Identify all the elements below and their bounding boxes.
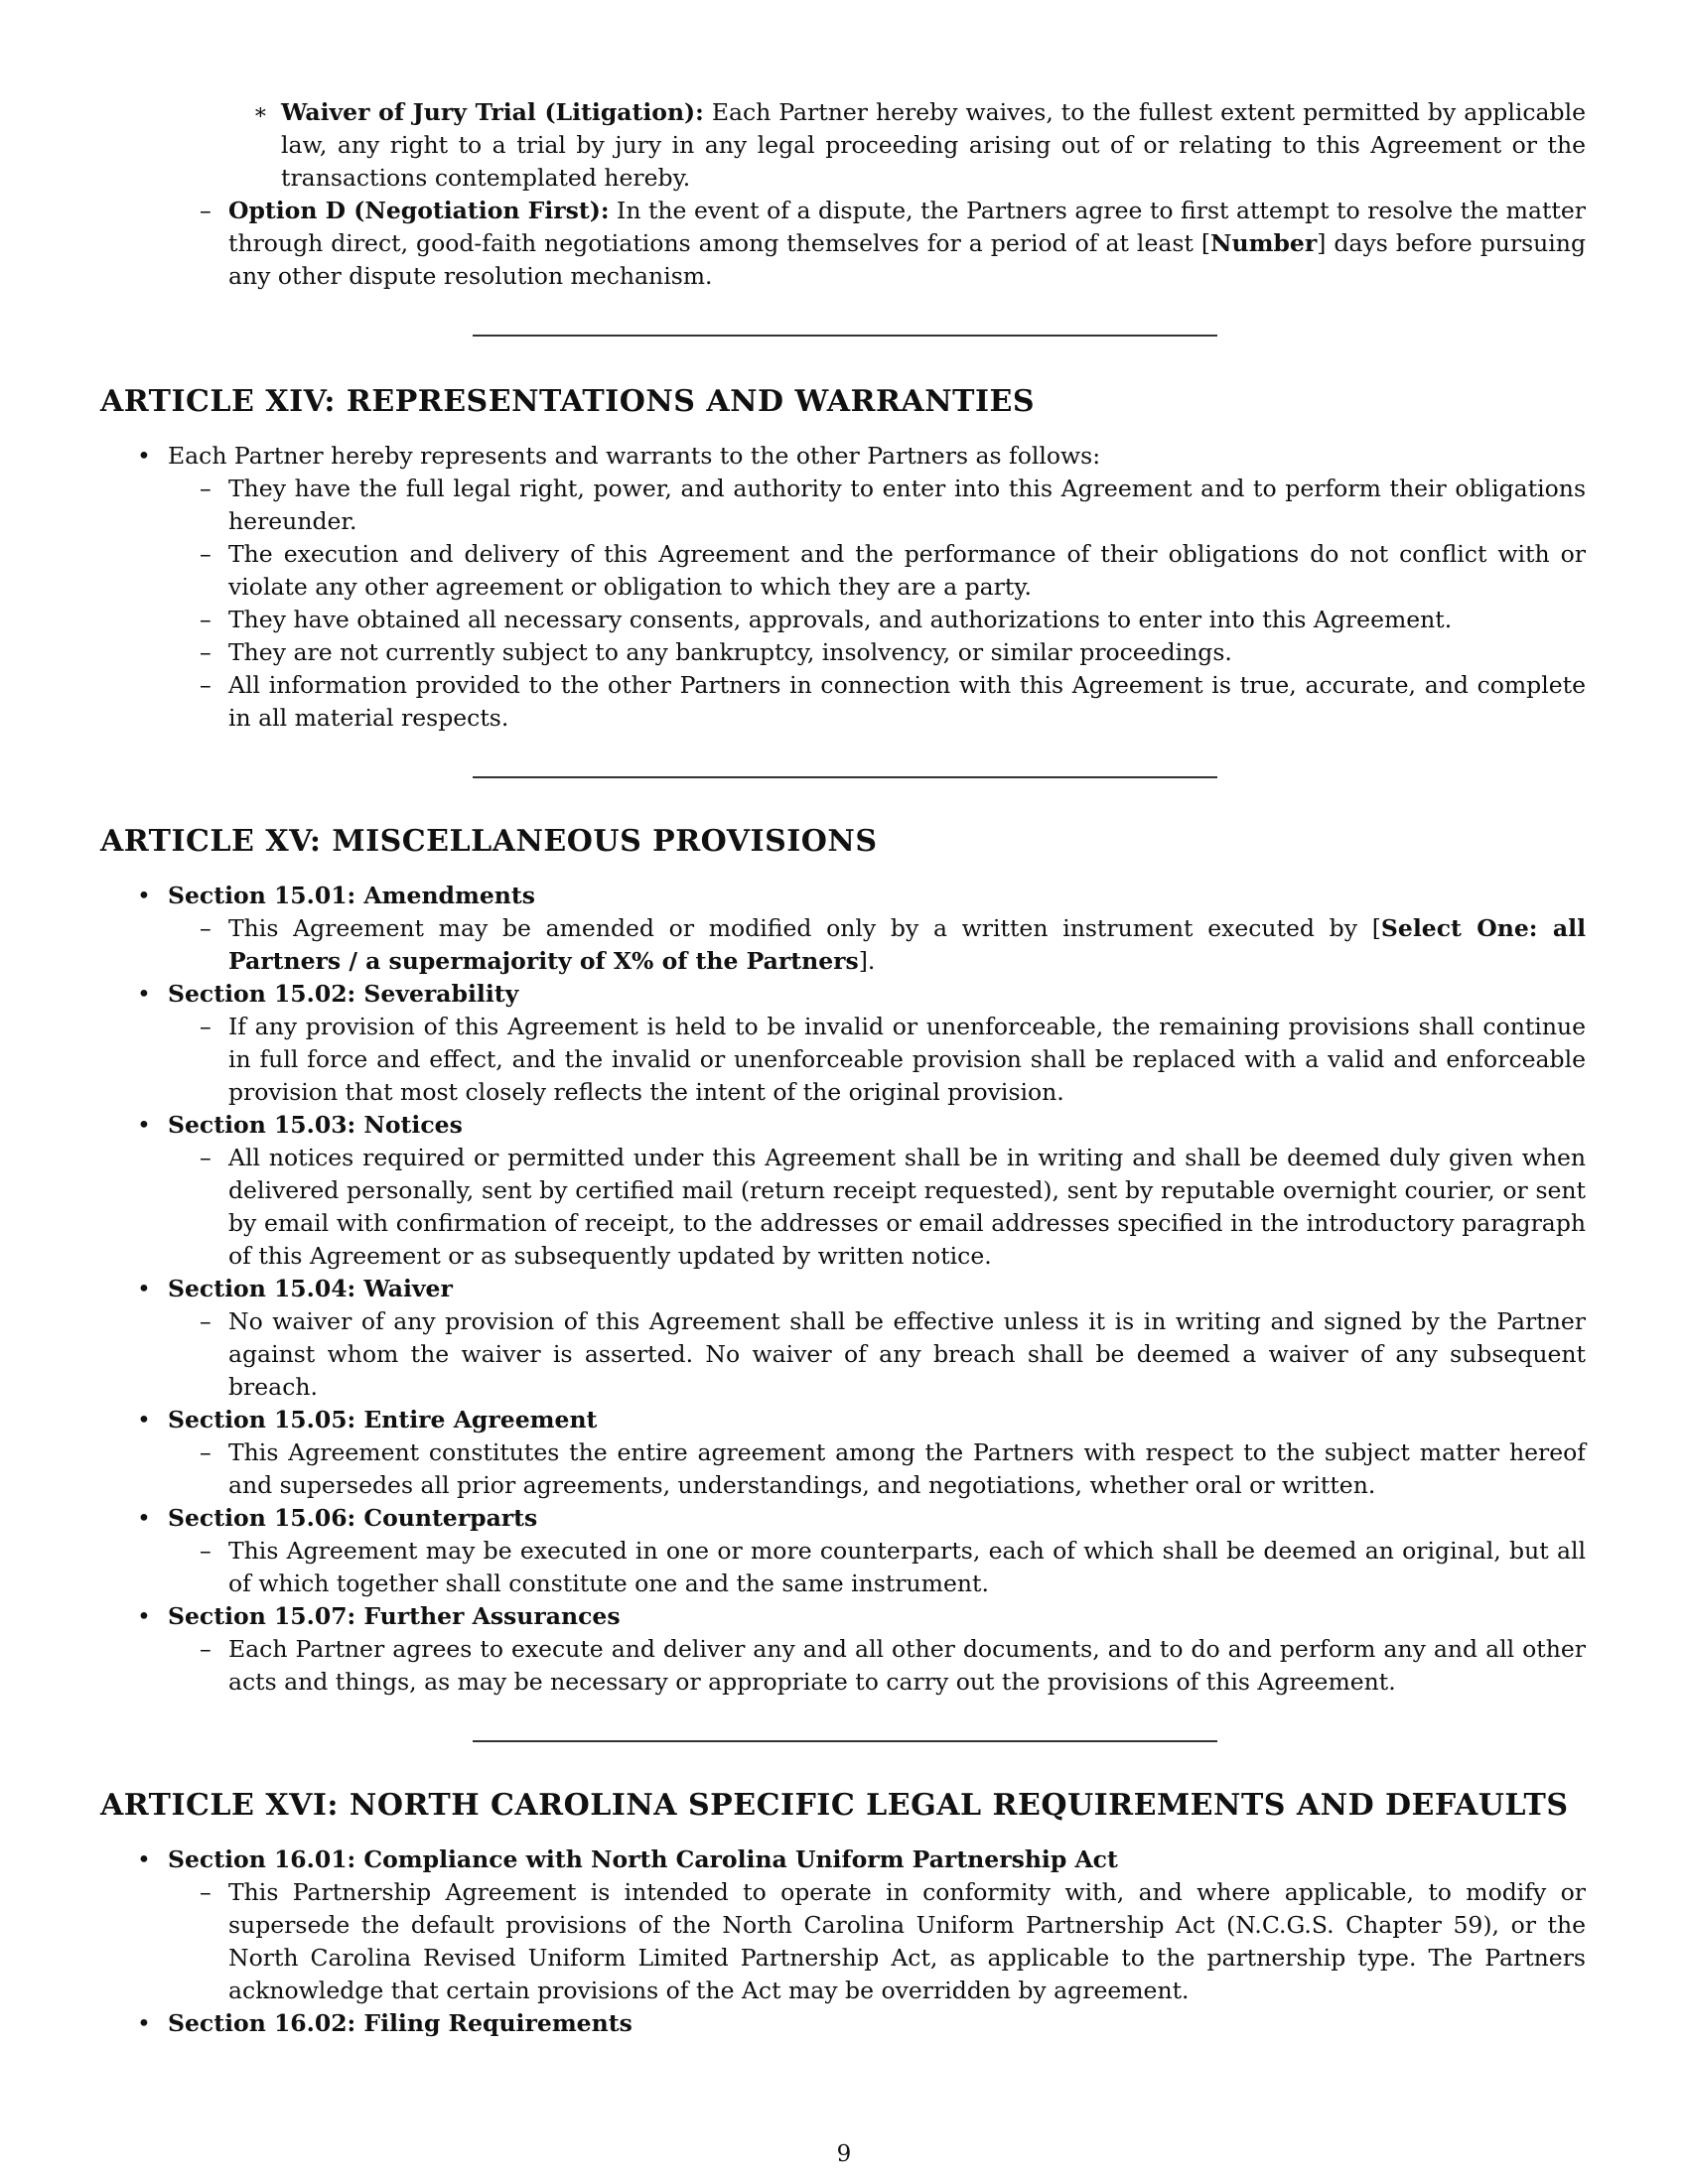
item-text: Each Partner hereby waives, to the fullest extent permitted by applicable law, any right to a trial by jury in any legal proceeding arising out of or relating to this Agreement or the transactions contemplated hereby. xyxy=(281,98,1586,192)
section-heading xyxy=(100,1273,1586,1305)
bullet-icon: • xyxy=(137,2009,151,2037)
page-content xyxy=(100,96,1586,2040)
list-item-section-text xyxy=(100,1633,1586,1699)
dash-bullet-icon: – xyxy=(200,671,211,699)
section-heading xyxy=(100,978,1586,1011)
bullet-icon: • xyxy=(137,1504,151,1532)
placeholder-number: Number xyxy=(1210,229,1318,257)
bullet-icon: • xyxy=(137,1275,151,1302)
dash-bullet-icon: – xyxy=(200,1144,211,1171)
list-item-warranty xyxy=(100,636,1586,669)
dash-bullet-icon: – xyxy=(200,1013,211,1040)
item-text: They have the full legal right, power, and authority to enter into this Agreement and to perform their obligations hereunder. xyxy=(228,475,1586,535)
bullet-icon: • xyxy=(137,1406,151,1433)
list-item-intro xyxy=(100,440,1586,473)
item-text: If any provision of this Agreement is held to be invalid or unenforceable, the remaining provisions shall continue in full force and effect, and the invalid or unenforceable provision shall be replaced with a valid and enforceable provision that most closely reflects the intent of the original provision. xyxy=(228,1013,1586,1106)
section-title: Section 16.01: Compliance with North Carolina Uniform Partnership Act xyxy=(168,1845,1118,1873)
bullet-icon: • xyxy=(137,1602,151,1630)
section-heading xyxy=(100,1600,1586,1633)
section-divider xyxy=(473,1740,1217,1742)
item-title: Waiver of Jury Trial (Litigation): xyxy=(281,98,704,126)
list-item-waiver-jury-trial xyxy=(100,96,1586,195)
section-divider xyxy=(473,776,1217,778)
section-heading xyxy=(100,1404,1586,1436)
list-item-section-text xyxy=(100,1142,1586,1273)
list-item-warranty xyxy=(100,538,1586,604)
section-title: Section 15.02: Severability xyxy=(168,980,519,1008)
dash-bullet-icon: – xyxy=(200,606,211,633)
bullet-icon: • xyxy=(137,882,151,909)
dash-bullet-icon: – xyxy=(200,914,211,942)
dash-bullet-icon: – xyxy=(200,475,211,502)
item-text: All information provided to the other Partners in connection with this Agreement is true, accurate, and complete in all material respects. xyxy=(228,671,1586,732)
item-text: No waiver of any provision of this Agreement shall be effective unless it is in writing and signed by the Partner against whom the waiver is asserted. No waiver of any breach shall be deemed a waiver of any subsequent breach. xyxy=(228,1307,1586,1401)
item-text: ] days before pursuing any other dispute resolution mechanism. xyxy=(228,229,1586,290)
item-text: All notices required or permitted under this Agreement shall be in writing and shall be deemed duly given when delivered personally, sent by certified mail (return receipt requested), sent by reputable overnight courier, or sent by email with confirmation of receipt, to the addresses or email addresses specified in the introductory paragraph of this Agreement or as subsequently updated by written notice. xyxy=(228,1144,1586,1270)
dash-bullet-icon: – xyxy=(200,540,211,568)
section-title: Section 15.04: Waiver xyxy=(168,1275,453,1302)
list-item-warranty xyxy=(100,473,1586,538)
dash-bullet-icon: – xyxy=(200,1307,211,1335)
list-item-warranty xyxy=(100,669,1586,735)
list-item-option-d xyxy=(100,195,1586,293)
placeholder-select: Select One: all Partners / a supermajority of X% of the Partners xyxy=(228,914,1586,975)
item-text: The execution and delivery of this Agreement and the performance of their obligations do not conflict with or violate any other agreement or obligation to which they are a party. xyxy=(228,540,1586,601)
section-heading xyxy=(100,1502,1586,1535)
section-heading xyxy=(100,1843,1586,1876)
dash-bullet-icon: – xyxy=(200,1635,211,1663)
dash-bullet-icon: – xyxy=(200,638,211,666)
item-text: They have obtained all necessary consents, approvals, and authorizations to enter into this Agreement. xyxy=(228,606,1453,633)
dash-bullet-icon: – xyxy=(200,1438,211,1466)
section-divider xyxy=(473,335,1217,337)
item-text: ]. xyxy=(858,947,876,975)
item-text: This Partnership Agreement is intended to operate in conformity with, and where applicable, to modify or supersede the default provisions of the North Carolina Uniform Partnership Act (N.C.G.S. Chapter 59), or the North Carolina Revised Uniform Limited Partnership Act, as applicable to the partnership type. The Partners acknowledge that certain provisions of the Act may be overridden by agreement. xyxy=(228,1878,1586,2004)
star-bullet-icon: ∗ xyxy=(253,100,268,125)
item-text: Each Partner agrees to execute and deliver any and all other documents, and to do and perform any and all other acts and things, as may be necessary or appropriate to carry out the provisions of this Agreement. xyxy=(228,1635,1586,1696)
list-item-section-text xyxy=(100,1436,1586,1502)
page-number: 9 xyxy=(836,2141,852,2167)
article-heading-xv: ARTICLE XV: MISCELLANEOUS PROVISIONS xyxy=(100,824,878,859)
bullet-icon: • xyxy=(137,442,151,470)
section-title: Section 15.07: Further Assurances xyxy=(168,1602,621,1630)
bullet-icon: • xyxy=(137,980,151,1008)
item-text: They are not currently subject to any bankruptcy, insolvency, or similar proceedings. xyxy=(228,638,1232,666)
list-item-warranty xyxy=(100,604,1586,636)
item-text: This Agreement constitutes the entire agreement among the Partners with respect to the subject matter hereof and supersedes all prior agreements, understandings, and negotiations, whether oral or written. xyxy=(228,1438,1586,1499)
dash-bullet-icon: – xyxy=(200,1537,211,1565)
section-title: Section 16.02: Filing Requirements xyxy=(168,2009,633,2037)
item-title: Option D (Negotiation First): xyxy=(228,197,610,224)
section-heading xyxy=(100,880,1586,912)
item-text: In the event of a dispute, the Partners agree to first attempt to resolve the matter through direct, good-faith negotiations among themselves for a period of at least [ xyxy=(228,197,1586,257)
dash-bullet-icon: – xyxy=(200,1878,211,1906)
section-title: Section 15.03: Notices xyxy=(168,1111,463,1139)
item-text: Each Partner hereby represents and warrants to the other Partners as follows: xyxy=(168,442,1101,470)
section-heading xyxy=(100,1109,1586,1142)
bullet-icon: • xyxy=(137,1845,151,1873)
list-item-section-text xyxy=(100,912,1586,978)
section-heading xyxy=(100,2007,1586,2040)
item-text: This Agreement may be amended or modified only by a written instrument executed by [ xyxy=(228,914,1381,942)
list-item-section-text xyxy=(100,1305,1586,1404)
section-title: Section 15.05: Entire Agreement xyxy=(168,1406,598,1433)
bullet-icon: • xyxy=(137,1111,151,1139)
list-item-section-text xyxy=(100,1011,1586,1109)
article-heading-xiv: ARTICLE XIV: REPRESENTATIONS AND WARRANTIES xyxy=(100,384,1036,419)
section-title: Section 15.01: Amendments xyxy=(168,882,535,909)
list-item-section-text xyxy=(100,1535,1586,1600)
article-heading-xvi: ARTICLE XVI: NORTH CAROLINA SPECIFIC LEGAL REQUIREMENTS AND DEFAULTS xyxy=(100,1788,1569,1823)
section-title: Section 15.06: Counterparts xyxy=(168,1504,538,1532)
dash-bullet-icon: – xyxy=(200,197,211,224)
list-item-section-text xyxy=(100,1876,1586,2007)
item-text: This Agreement may be executed in one or more counterparts, each of which shall be deemed an original, but all of which together shall constitute one and the same instrument. xyxy=(228,1537,1586,1597)
